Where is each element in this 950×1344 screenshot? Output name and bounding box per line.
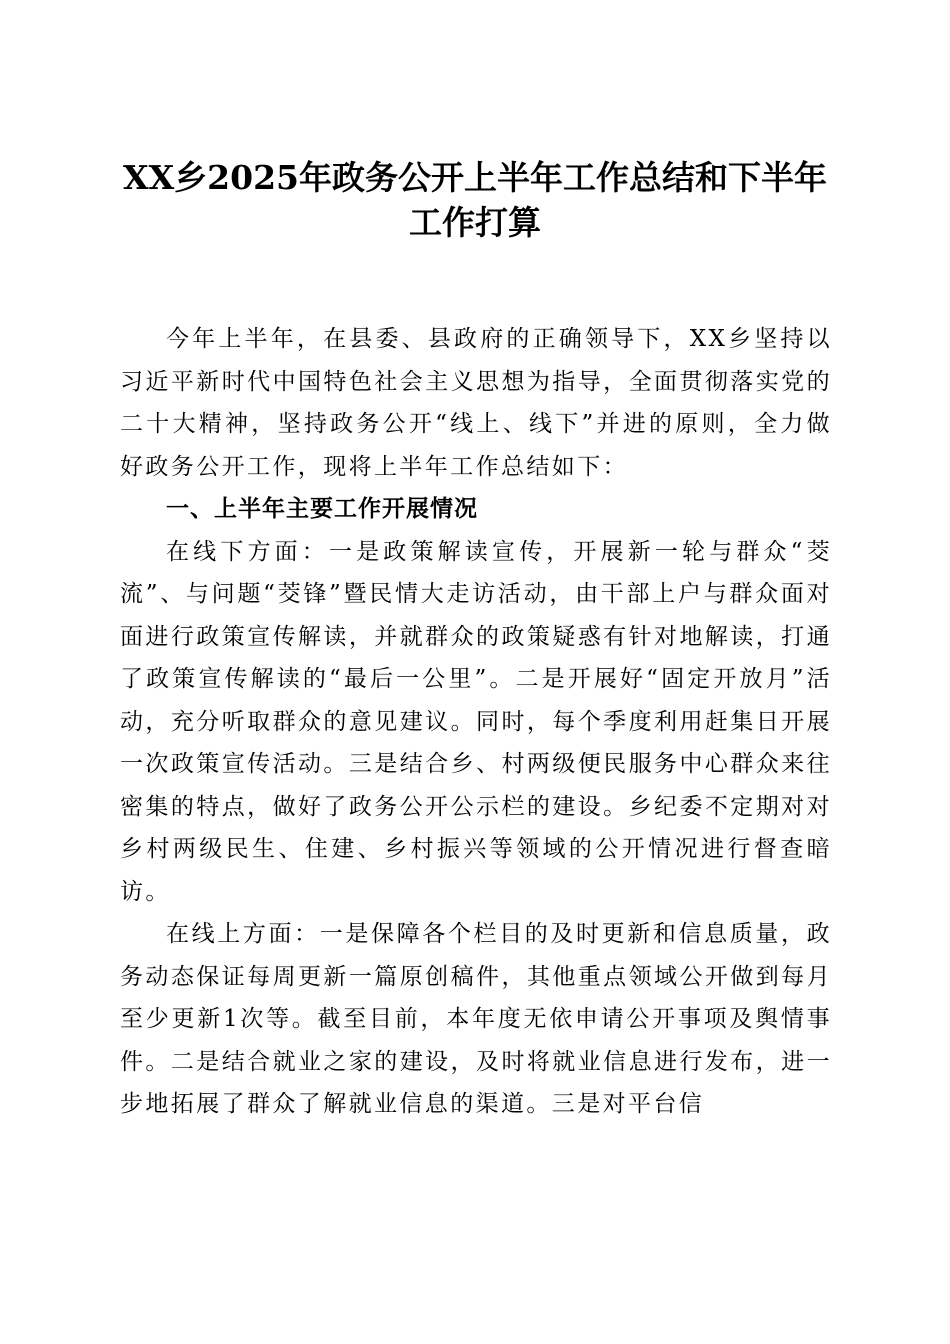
online-paragraph: 在线上方面：一是保障各个栏目的及时更新和信息质量，政务动态保证每周更新一篇原创稿件，其他重点领域公开做到每月至少更新1次等。截至目前，本年度无依申请公开事项及舆情事件。二是结合就业之家的建设，及时将就业信息进行发布，进一步地拓展了群众了解就业信息的渠道。三是对平台信	[120, 921, 832, 1117]
offline-paragraph: 在线下方面：一是政策解读宣传，开展新一轮与群众“茭流”、与问题“茭锋”暨民情大走访活动，由干部上户与群众面对面进行政策宣传解读，并就群众的政策疑惑有针对地解读，打通了政策宣传解读的“最后一公里”。二是开展好“固定开放月”活动，充分听取群众的意见建议。同时，每个季度利用赶集日开展一次政策宣传活动。三是结合乡、村两级便民服务中心群众来往密集的特点，做好了政务公开公示栏的建设。乡纪委不定期对对乡村两级民生、住建、乡村振兴等领域的公开情况进行督查暗访。	[120, 538, 832, 905]
document-body	[120, 318, 832, 1126]
document-title: XX乡2025年政务公开上半年工作总结和下半年工作打算	[122, 158, 828, 242]
section-heading: 一、上半年主要工作开展情况	[166, 496, 478, 522]
intro-paragraph: 今年上半年，在县委、县政府的正确领导下，XX乡坚持以习近平新时代中国特色社会主义思想为指导，全面贯彻落实党的二十大精神，坚持政务公开“线上、线下”并进的原则，全力做好政务公开工作，现将上半年工作总结如下：	[120, 326, 832, 480]
